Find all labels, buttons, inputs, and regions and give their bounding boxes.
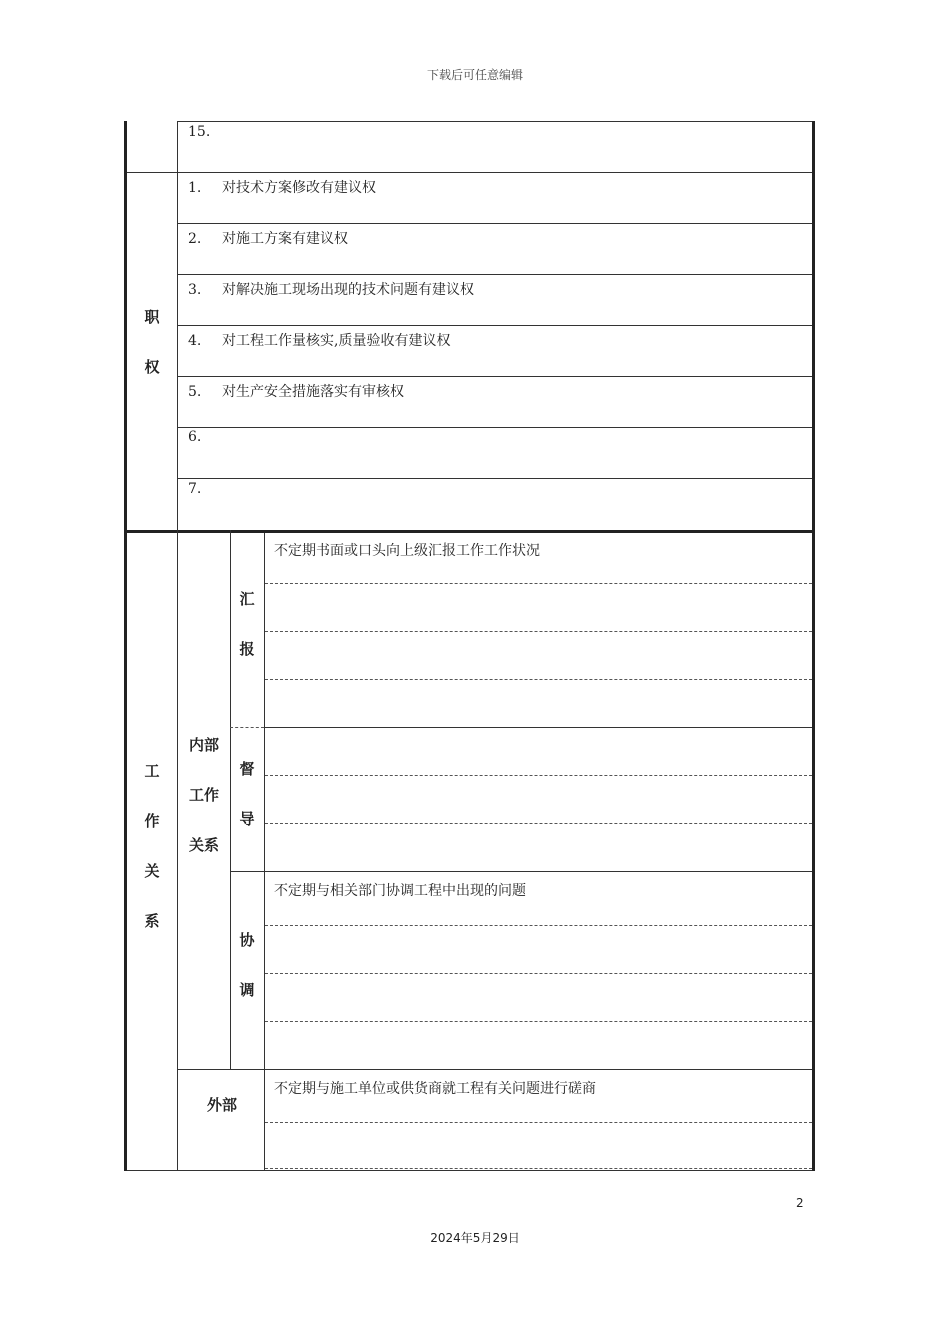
coordinate-text: 不定期与相关部门协调工程中出现的问题 bbox=[274, 883, 526, 899]
authority-item-6: 6. bbox=[188, 429, 202, 445]
supervise-label-char-1: 督 bbox=[239, 760, 255, 778]
external-label: 外部 bbox=[206, 1096, 237, 1114]
dashed-line bbox=[265, 823, 812, 824]
dashed-line bbox=[265, 583, 812, 584]
internal-label-line-2: 工作 bbox=[188, 786, 219, 804]
coordinate-label-char-2: 调 bbox=[239, 981, 255, 999]
sub-column-line bbox=[230, 530, 231, 1069]
authority-item-2: 2. 对施工方案有建议权 bbox=[188, 231, 348, 247]
table-bottom-line bbox=[127, 1170, 812, 1171]
relations-label-char-1: 工 bbox=[144, 762, 160, 780]
coordinate-label-char-1: 协 bbox=[239, 931, 255, 949]
relations-label-char-3: 关 bbox=[144, 862, 160, 880]
sub-column-line bbox=[264, 533, 265, 1171]
authority-label-char-2: 权 bbox=[144, 358, 160, 376]
row-line bbox=[178, 376, 812, 377]
row-line bbox=[178, 427, 812, 428]
authority-item-7: 7. bbox=[188, 481, 202, 497]
dashed-line bbox=[265, 775, 812, 776]
dashed-line bbox=[265, 1021, 812, 1022]
authority-item-1: 1. 对技术方案修改有建议权 bbox=[188, 180, 376, 196]
authority-item-5: 5. 对生产安全措施落实有审核权 bbox=[188, 384, 404, 400]
internal-label-line-1: 内部 bbox=[188, 736, 219, 754]
page-number: 2 bbox=[796, 1196, 804, 1210]
row-line bbox=[127, 172, 812, 173]
dashed-line bbox=[265, 973, 812, 974]
internal-label-line-3: 关系 bbox=[188, 836, 219, 854]
dashed-line bbox=[230, 727, 264, 728]
dashed-line bbox=[265, 1122, 812, 1123]
row-line bbox=[178, 478, 812, 479]
supervise-label-char-2: 导 bbox=[239, 810, 255, 828]
external-text: 不定期与施工单位或供货商就工程有关问题进行磋商 bbox=[274, 1081, 596, 1097]
dashed-line bbox=[265, 679, 812, 680]
page-header: 下载后可任意编辑 bbox=[426, 68, 523, 82]
report-text: 不定期书面或口头向上级汇报工作工作状况 bbox=[274, 543, 540, 559]
report-label-char-1: 汇 bbox=[239, 590, 255, 608]
table-right-border bbox=[812, 121, 815, 1171]
row-15-text: 15. bbox=[188, 124, 211, 140]
row-line bbox=[265, 727, 812, 728]
relations-label-char-4: 系 bbox=[144, 912, 160, 930]
row-line bbox=[178, 1069, 812, 1070]
row-line bbox=[178, 274, 812, 275]
dashed-line bbox=[265, 631, 812, 632]
row-line bbox=[178, 223, 812, 224]
column-line bbox=[177, 121, 178, 1171]
authority-label-char-1: 职 bbox=[144, 308, 160, 326]
row-line bbox=[178, 121, 812, 122]
row-line bbox=[230, 871, 812, 872]
dashed-line bbox=[265, 1168, 812, 1169]
authority-item-3: 3. 对解决施工现场出现的技术问题有建议权 bbox=[188, 282, 474, 298]
row-line bbox=[178, 325, 812, 326]
table-left-border bbox=[124, 121, 127, 1171]
authority-item-4: 4. 对工程工作量核实,质量验收有建议权 bbox=[188, 333, 451, 349]
dashed-line bbox=[265, 925, 812, 926]
relations-label-char-2: 作 bbox=[144, 812, 160, 830]
footer-date: 2024年5月29日 bbox=[430, 1231, 520, 1245]
report-label-char-2: 报 bbox=[239, 640, 255, 658]
